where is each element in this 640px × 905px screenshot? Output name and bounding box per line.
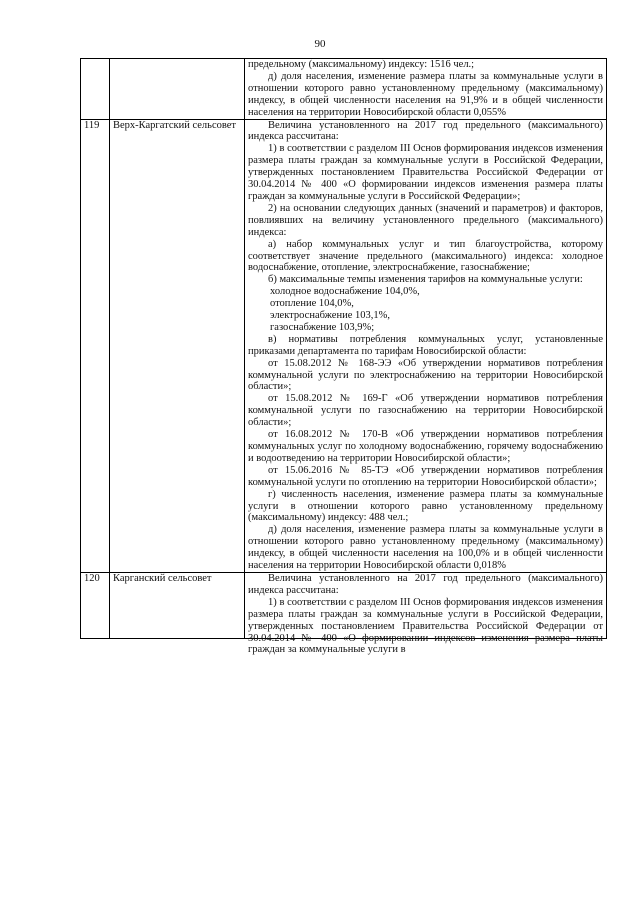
- continued-text: [248, 572, 603, 656]
- paragraph: от 15.08.2012 № 169-Г «Об утверждении нормативов потребления коммунальной услуги по газоснабжению на территории Новосибирской области»;: [248, 393, 603, 429]
- table-row: [81, 572, 607, 638]
- paragraph: а) набор коммунальных услуг и тип благоустройства, которому соответствует значение предельного (максимального) индекса: холодное водоснабжение, отопление, электроснабжение, газоснабжение;: [248, 238, 603, 274]
- municipality-name: Карганский сельсовет: [110, 572, 245, 638]
- paragraph: г) численность населения, изменение размера платы за коммунальные услуги в отношении которого равно установленному предельному (максимальному) индексу: 488 чел.;: [248, 488, 603, 524]
- paragraph: 2) на основании следующих данных (значений и параметров) и факторов, повлиявших на величину установленного предельного (максимального) индекса:: [248, 202, 603, 238]
- municipality-name: Верх-Каргатский сельсовет: [110, 119, 245, 572]
- paragraph: от 15.06.2016 № 85-ТЭ «Об утверждении нормативов потребления коммунальной услуги по отоплению на территории Новосибирской области»;: [248, 464, 603, 488]
- settlements-table: [80, 58, 607, 656]
- row-number: 120: [81, 572, 110, 638]
- paragraph: от 15.08.2012 № 168-ЭЭ «Об утверждении нормативов потребления коммунальной услуги по электроснабжению на территории Новосибирской области»;: [248, 357, 603, 393]
- page-number: 90: [314, 38, 326, 50]
- municipality-name: [110, 59, 245, 120]
- paragraph: в) нормативы потребления коммунальных услуг, установленные приказами департамента по тарифам Новосибирской области:: [248, 333, 603, 357]
- table-body: [81, 59, 607, 656]
- paragraph: Величина установленного на 2017 год предельного (максимального) индекса рассчитана:: [248, 572, 603, 596]
- paragraph: 1) в соответствии с разделом III Основ формирования индексов изменения размера платы граждан за коммунальные услуги в Российской Федерации, утвержденных постановлением Правительства Российской Федерации от 30.04.2014 № 400 «О формировании индексов изменения размера платы граждан за коммунальные услуги в Российской Федерации»;: [248, 143, 603, 202]
- paragraph: б) максимальные темпы изменения тарифов на коммунальные услуги:: [268, 274, 583, 286]
- table-row: [81, 119, 607, 572]
- paragraph: 1) в соответствии с разделом III Основ формирования индексов изменения размера платы граждан за коммунальные услуги в Российской Федерации, утвержденных постановлением Правительства Российской Федерации от 30.04.2014 № 400 «О формировании индексов изменения размера платы граждан за коммунальные услуги в: [248, 596, 603, 656]
- row-number: 119: [81, 119, 110, 572]
- paragraph: газоснабжение 103,9%;: [270, 321, 375, 333]
- paragraph: Величина установленного на 2017 год предельного (максимального) индекса рассчитана:: [248, 119, 603, 143]
- paragraph: электроснабжение 103,1%,: [270, 310, 390, 322]
- paragraph: отопление 104,0%,: [270, 298, 354, 310]
- table-row: [81, 59, 607, 120]
- index-description: [245, 59, 607, 120]
- paragraph: от 16.08.2012 № 170-В «Об утверждении нормативов потребления коммунальных услуг по холодному водоснабжению, горячему водоснабжению и водоотведению на территории Новосибирской области»;: [248, 429, 603, 464]
- paragraph: холодное водоснабжение 104,0%,: [270, 286, 420, 298]
- paragraph: предельному (максимальному) индексу: 1516 чел.;: [248, 59, 475, 70]
- index-description: [245, 119, 607, 572]
- paragraph: д) доля населения, изменение размера платы за коммунальные услуги в отношении которого равно установленному предельному (максимальному) индексу, в общей численности населения на 91,9% и в общей численности населения на территории Новосибирской области 0,055%: [248, 70, 603, 118]
- row-number: [81, 59, 110, 120]
- paragraph: д) доля населения, изменение размера платы за коммунальные услуги в отношении которого равно установленному предельному (максимальному) индексу, в общей численности населения на 100,0% и в общей численности населения на территории Новосибирской области 0,018%: [248, 524, 603, 572]
- index-description: [245, 572, 607, 656]
